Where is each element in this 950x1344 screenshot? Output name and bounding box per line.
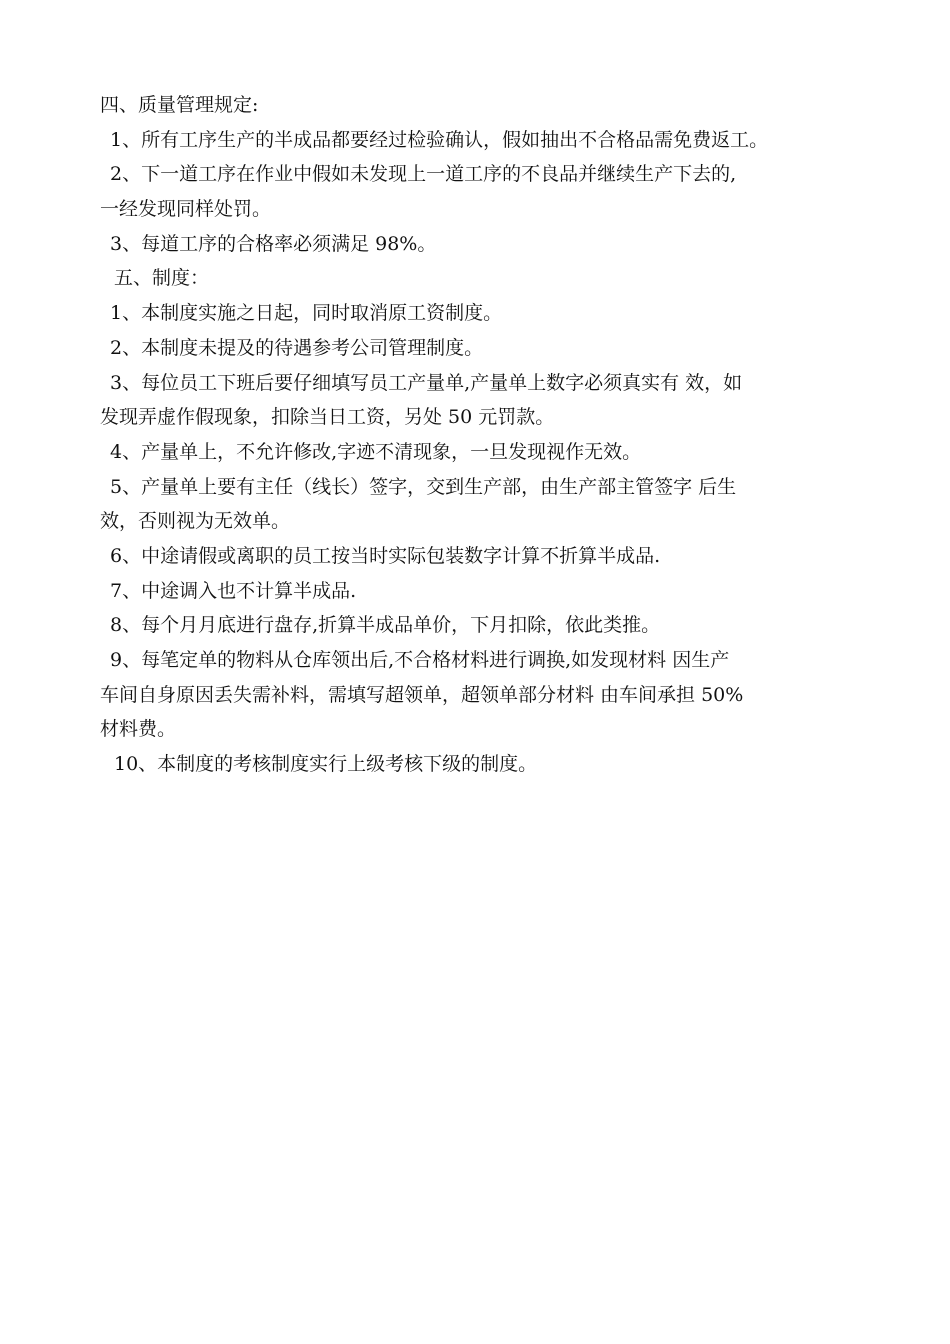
paragraph-line: 发现弄虚作假现象，扣除当日工资，另处 50 元罚款。 [100, 406, 555, 429]
paragraph-line: 效，否则视为无效单。 [100, 510, 291, 533]
paragraph-line: 2、本制度未提及的待遇参考公司管理制度。 [110, 336, 484, 359]
paragraph-line: 8、每个月月底进行盘存,折算半成品单价，下月扣除，依此类推。 [110, 614, 661, 637]
paragraph-line: 3、每位员工下班后要仔细填写员工产量单,产量单上数字必须真实有 效，如 [110, 371, 743, 394]
paragraph-line: 1、所有工序生产的半成品都要经过检验确认，假如抽出不合格品需免费返工。 [110, 128, 769, 151]
paragraph-line: 一经发现同样处罚。 [100, 198, 272, 221]
paragraph-line: 材料费。 [100, 718, 177, 741]
paragraph-line: 5、产量单上要有主任（线长）签字，交到生产部，由生产部主管签字 后生 [110, 475, 737, 498]
paragraph-line: 3、每道工序的合格率必须满足 98%。 [110, 232, 437, 255]
paragraph-line: 10、本制度的考核制度实行上级考核下级的制度。 [114, 753, 538, 776]
paragraph-line: 2、下一道工序在作业中假如未发现上一道工序的不良品并继续生产下去的, [110, 163, 737, 186]
section-heading-rules: 五、制度： [114, 267, 210, 290]
section-heading-quality: 四、质量管理规定: [100, 94, 259, 116]
paragraph-line: 7、中途调入也不计算半成品. [110, 579, 357, 602]
document-body [100, 88, 880, 782]
paragraph-line: 6、中途请假或离职的员工按当时实际包装数字计算不折算半成品. [110, 544, 661, 567]
paragraph-line: 车间自身原因丢失需补料，需填写超领单，超领单部分材料 由车间承担 50% [100, 683, 744, 706]
paragraph-line: 1、本制度实施之日起，同时取消原工资制度。 [110, 302, 503, 325]
paragraph-line: 4、产量单上，不允许修改,字迹不清现象，一旦发现视作无效。 [110, 440, 642, 463]
paragraph-line: 9、每笔定单的物料从仓库领出后,不合格材料进行调换,如发现材料 因生产 [110, 649, 730, 671]
